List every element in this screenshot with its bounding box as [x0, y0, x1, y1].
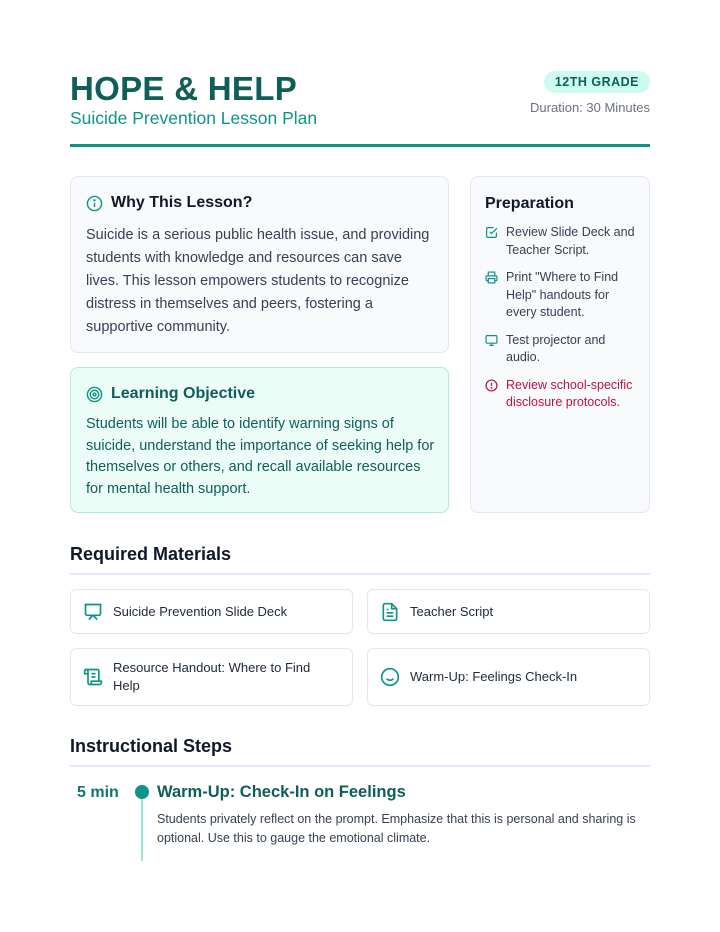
- target-icon: [86, 386, 103, 403]
- learning-objective-header: [86, 385, 255, 403]
- preparation-item: [485, 224, 641, 259]
- material-item: [70, 648, 353, 706]
- material-item: [367, 589, 650, 634]
- preparation-list: [485, 224, 641, 422]
- why-lesson-text: Suicide is a serious public health issue, and providing students with knowledge and resources can save lives. This lesson empowers students to recognize distress in themselves and peers, fostering a supportive community.: [86, 227, 430, 335]
- page-title: HOPE & HELP: [70, 70, 298, 107]
- learning-objective-text: Students will be able to identify warning signs of suicide, understand the importance of seeking help for themselves or others, and recall available resources for mental health support.: [86, 416, 435, 497]
- printer-icon: [485, 271, 498, 284]
- step-title: Warm-Up: Check-In on Feelings: [157, 783, 406, 801]
- smile-icon: [380, 667, 400, 687]
- document-icon: [380, 602, 400, 622]
- preparation-item-text: Review school-specific disclosure protocols.: [506, 377, 633, 409]
- why-lesson-heading: Why This Lesson?: [111, 194, 253, 211]
- lesson-plan-page: [70, 0, 650, 932]
- why-lesson-card: [70, 176, 449, 353]
- grade-badge: 12TH GRADE: [544, 71, 650, 93]
- timeline-dot: [135, 785, 149, 799]
- material-label: Warm-Up: Feelings Check-In: [410, 669, 578, 684]
- alert-circle-icon: [485, 379, 498, 392]
- step-time: 5 min: [77, 784, 119, 801]
- learning-objective-heading: Learning Objective: [111, 385, 256, 402]
- materials-heading: Required Materials: [70, 544, 232, 564]
- material-label: Suicide Prevention Slide Deck: [113, 603, 288, 619]
- header-divider: [70, 144, 650, 147]
- preparation-item-text: Review Slide Deck and Teacher Script.: [506, 225, 635, 257]
- material-item: [367, 648, 650, 706]
- scroll-icon: [83, 667, 103, 687]
- timeline-line: [141, 799, 143, 861]
- preparation-item-text: Test projector and audio.: [506, 332, 606, 364]
- steps-heading: Instructional Steps: [70, 736, 233, 756]
- checkbox-icon: [485, 226, 498, 239]
- step-description: Students privately reflect on the prompt. Emphasize that this is personal and sharing is optional. Use this to gauge the emotional climate.: [157, 812, 636, 845]
- material-label: Teacher Script: [410, 603, 494, 619]
- learning-objective-card: [70, 367, 449, 513]
- material-item: [70, 589, 353, 634]
- preparation-item-text: Print "Where to Find Help" handouts for every student.: [506, 270, 619, 319]
- material-label: Resource Handout: Where to Find Help: [113, 660, 311, 693]
- monitor-icon: [485, 334, 498, 347]
- presentation-icon: [83, 602, 103, 622]
- preparation-item: [485, 332, 641, 367]
- preparation-heading: Preparation: [485, 195, 574, 212]
- preparation-item: [485, 269, 641, 322]
- why-lesson-header: [86, 194, 252, 212]
- materials-divider: [70, 573, 650, 575]
- info-icon: [86, 195, 103, 212]
- preparation-item-alert: [485, 377, 641, 412]
- page-subtitle: Suicide Prevention Lesson Plan: [70, 108, 318, 128]
- steps-divider: [70, 765, 650, 767]
- duration-label: Duration: 30 Minutes: [530, 100, 650, 115]
- preparation-card: [470, 176, 650, 513]
